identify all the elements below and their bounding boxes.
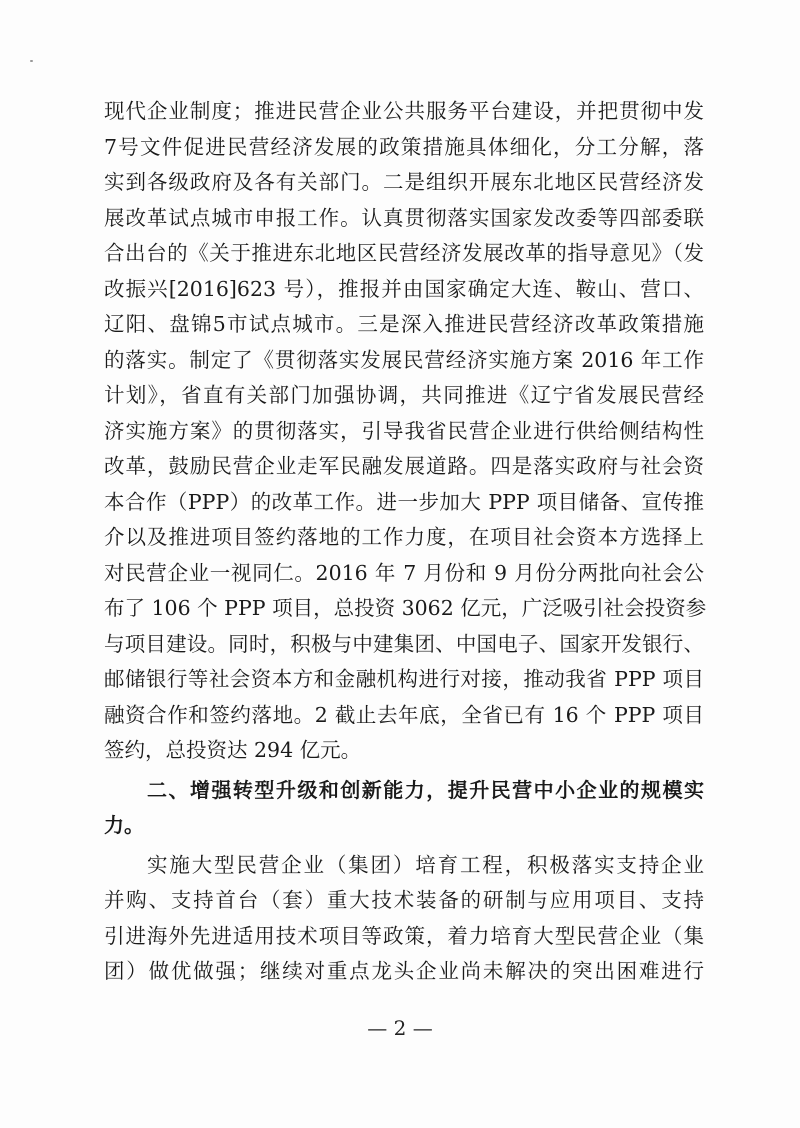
text-line: 济实施方案》的贯彻落实，引导我省民营企业进行供给侧结构性: [104, 418, 704, 443]
body-text: [104, 94, 707, 990]
text-line: 计划》，省直有关部门加强协调，共同推进《辽宁省发展民营经: [104, 383, 704, 407]
text-line: 改振兴[2016]623 号），推报并由国家确定大连、鞍山、营口、: [104, 276, 704, 301]
text-line: 辽阳、盘锦5市试点城市。三是深入推进民营经济改革政策措施: [104, 312, 704, 336]
heading-line: 力。: [104, 813, 144, 837]
heading-line: 二、增强转型升级和创新能力，提升民营中小企业的规模实: [147, 777, 704, 802]
text-line: 并购、支持首台（套）重大技术装备的研制与应用项目、支持: [104, 888, 704, 912]
paragraph-1: [104, 94, 707, 769]
text-line: 合出台的《关于推进东北地区民营经济发展改革的指导意见》（发: [104, 241, 704, 265]
text-line: 实到各级政府及各有关部门。二是组织开展东北地区民营经济发: [104, 170, 704, 194]
text-line: 本合作（PPP）的改革工作。进一步加大 PPP 项目储备、宣传推: [104, 489, 704, 514]
text-line: 现代企业制度；推进民营企业公共服务平台建设，并把贯彻中发: [104, 99, 704, 123]
text-line: 7号文件促进民营经济发展的政策措施具体细化，分工分解，落: [104, 134, 704, 159]
text-line: 的落实。制定了《贯彻落实发展民营经济实施方案 2016 年工作: [104, 347, 704, 372]
page-number: — 2 —: [367, 1016, 433, 1040]
text-line: 布了 106 个 PPP 项目，总投资 3062 亿元，广泛吸引社会投资参: [104, 596, 707, 620]
text-line: 介以及推进项目签约落地的工作力度，在项目社会资本方选择上: [104, 525, 704, 549]
scan-speck: [30, 60, 33, 62]
text-line: 展改革试点城市申报工作。认真贯彻落实国家发改委等四部委联: [104, 205, 704, 230]
text-line: 改革，鼓励民营企业走军民融发展道路。四是落实政府与社会资: [104, 454, 704, 478]
text-line: 邮储银行等社会资本方和金融机构进行对接，推动我省 PPP 项目: [104, 667, 704, 691]
text-line: 引进海外先进适用技术项目等政策，着力培育大型民营企业（集: [104, 923, 704, 948]
text-line: 对民营企业一视同仁。2016 年 7 月份和 9 月份分两批向社会公: [104, 560, 704, 585]
paragraph-2: [104, 848, 704, 990]
text-line: 融资合作和签约落地。2 截止去年底，全省已有 16 个 PPP 项目: [104, 702, 704, 727]
text-line: 团）做优做强；继续对重点龙头企业尚未解决的突出困难进行: [104, 959, 704, 983]
text-line: 实施大型民营企业（集团）培育工程，积极落实支持企业: [147, 852, 704, 877]
text-line: 与项目建设。同时，积极与中建集团、中国电子、国家开发银行、: [104, 631, 704, 656]
text-line: 签约，总投资达 294 亿元。: [104, 738, 362, 762]
section-heading: [104, 773, 704, 844]
